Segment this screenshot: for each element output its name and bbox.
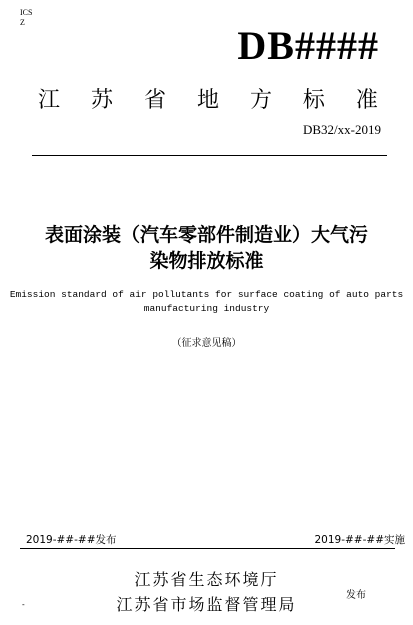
implement-date: 2019-##-##实施	[314, 534, 405, 546]
issuer-market-supervision: 江苏省市场监督管理局	[116, 595, 297, 614]
province-char: 准	[355, 88, 378, 113]
title-cn-line2: 染物排放标准	[149, 250, 264, 272]
issuer-environment: 江苏省生态环境厅	[134, 570, 279, 589]
footer-divider	[20, 548, 395, 549]
footer-mark: -	[22, 600, 25, 609]
province-standard-heading	[38, 88, 378, 114]
title-en-line1: Emission standard of air pollutants for surface coating of auto parts	[9, 289, 404, 300]
publish-date: 2019-##-##发布	[26, 534, 117, 546]
province-char: 江	[38, 88, 61, 113]
province-char: 标	[302, 88, 325, 113]
title-en-line2: manufacturing industry	[143, 303, 270, 314]
publish-label: 发布	[346, 590, 366, 601]
ics-classification	[20, 8, 32, 28]
ics-label: ICS	[20, 8, 33, 17]
ics-code: Z	[20, 18, 25, 27]
province-char: 苏	[90, 88, 113, 113]
province-char: 方	[249, 88, 272, 113]
title-cn-line1: 表面涂装（汽车零部件制造业）大气污	[44, 224, 368, 246]
province-char: 地	[196, 88, 219, 113]
standard-code: DB32/xx-2019	[303, 122, 381, 137]
draft-notice: （征求意见稿）	[171, 338, 242, 349]
db-mark: DB####	[237, 23, 379, 68]
header-divider	[32, 155, 387, 156]
province-char: 省	[143, 88, 166, 113]
